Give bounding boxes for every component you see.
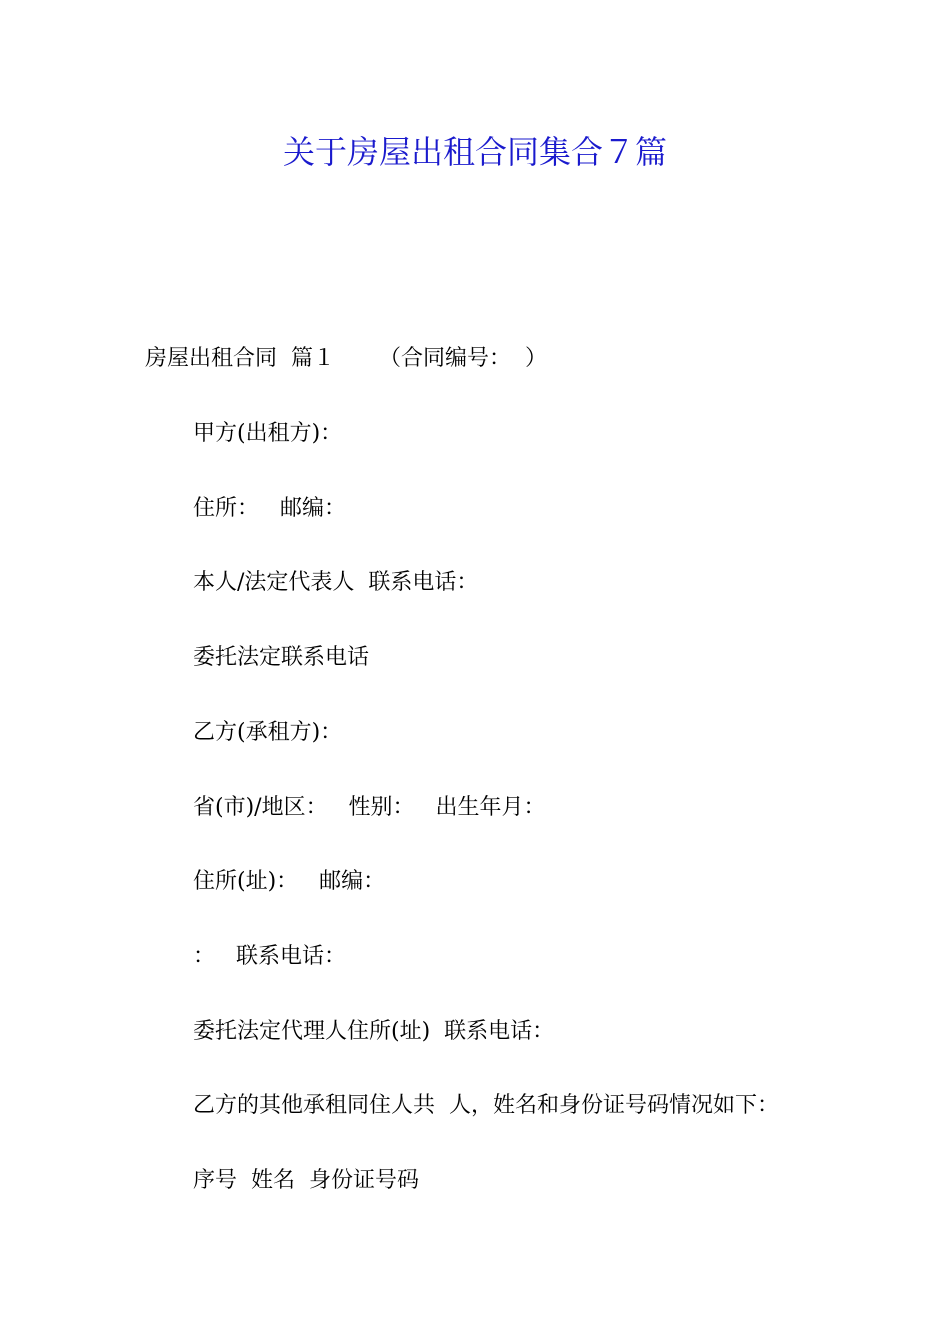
cohabitants-line: 乙方的其他承租同住人共 人，姓名和身份证号码情况如下： [193, 1093, 779, 1118]
tenant-agent-line: 委托法定代理人住所(址) 联系电话： [193, 1019, 555, 1044]
tenant-address-line: 住所(址)： 邮编： [193, 869, 386, 894]
tenant-region-line: 省(市)/地区： 性别： 出生年月： [193, 795, 546, 820]
landlord-line: 甲方(出租方)： [193, 421, 343, 446]
landlord-agent-line: 委托法定联系电话 [193, 645, 370, 670]
landlord-representative-line: 本人/法定代表人 联系电话： [193, 570, 479, 595]
section-heading-label: 房屋出租合同 篇１ [145, 346, 335, 371]
contract-number: （合同编号： ） [379, 346, 547, 371]
cohabitants-table-header: 序号 姓名 身份证号码 [193, 1168, 419, 1193]
section-heading [145, 344, 547, 374]
tenant-line: 乙方(承租方)： [193, 720, 343, 745]
document-title: 关于房屋出租合同集合７篇 [282, 133, 667, 171]
landlord-address-line: 住所： 邮编： [193, 496, 346, 521]
tenant-phone-line: ： 联系电话： [193, 944, 346, 969]
